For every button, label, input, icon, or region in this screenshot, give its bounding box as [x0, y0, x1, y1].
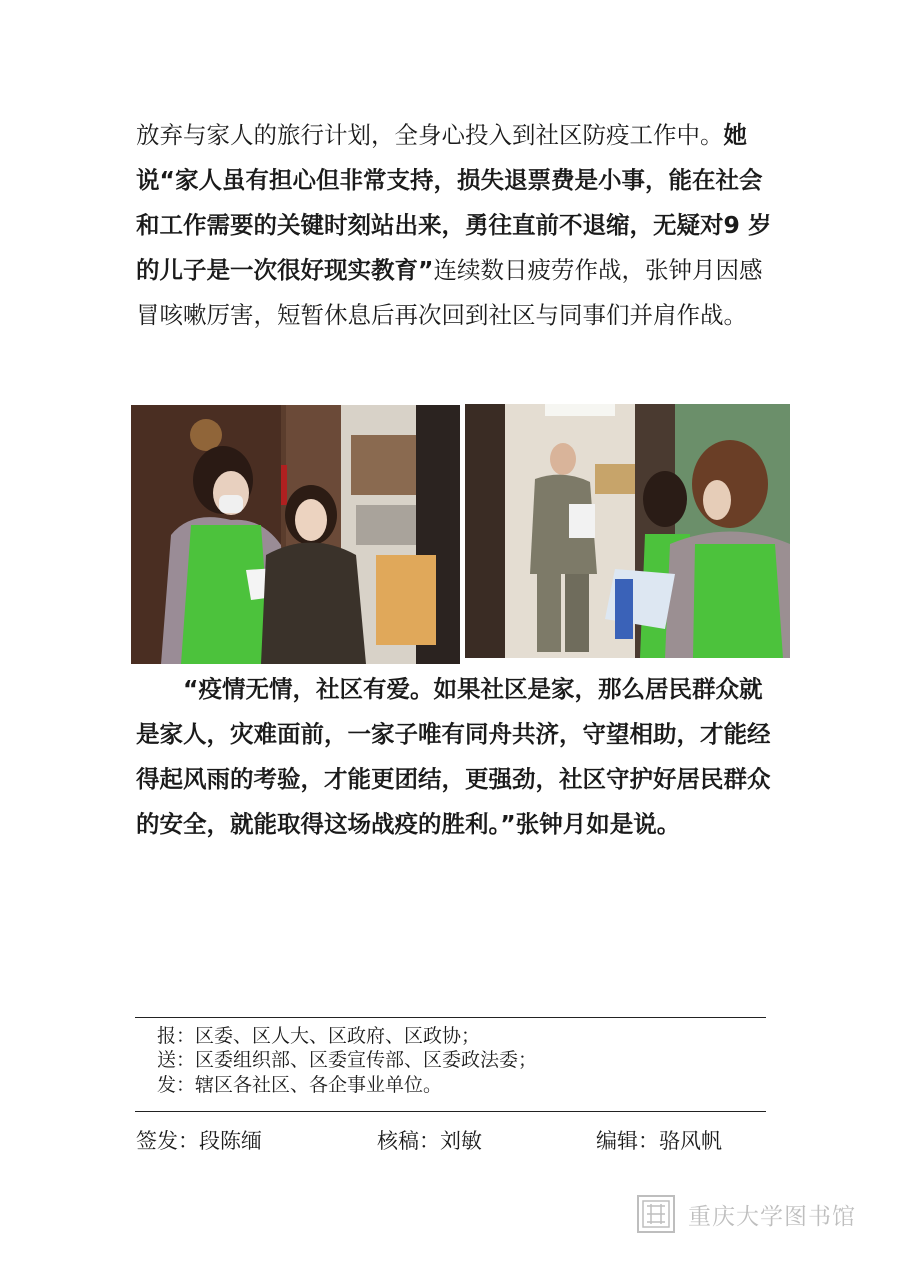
watermark-text: 重庆大学图书馆 — [688, 1203, 856, 1230]
body-paragraph-2: “疫情无情，社区有爱。如果社区是家，那么居民群众就是家人，灾难面前，一家子唯有同舟共济，守望相助，才能经得起风雨的考验，才能更团结，更强劲，社区守护好居民群众的安全，就能取得这场战疫的胜利。”张钟月如是说。 — [136, 675, 771, 838]
body-paragraph-1 — [136, 113, 772, 338]
photo-volunteer-visit-left — [131, 405, 460, 664]
editor-line: 编辑：骆风帆 — [596, 1129, 722, 1153]
library-logo-icon — [636, 1194, 676, 1234]
reviewer-line: 核稿：刘敏 — [377, 1129, 482, 1153]
library-watermark — [636, 1191, 876, 1237]
signer-line: 签发：段陈缅 — [136, 1129, 262, 1153]
divider-bottom — [135, 1111, 766, 1112]
divider-top — [135, 1017, 766, 1018]
photo-volunteer-visit-right — [465, 404, 790, 658]
paragraph-1-text: 放弃与家人的旅行计划，全身心投入到社区防疫工作中。 — [136, 121, 724, 149]
distribution-send: 送：区委组织部、区委宣传部、区委政法委； — [157, 1049, 538, 1071]
paragraph-1-bold-quote: 她说“家人虽有担心但非常支持，损失退票费是小事，能在社会和工作需要的关键时刻站出来，勇往直前不退缩，无疑对9 岁的儿子是一次很好现实教育” — [136, 121, 772, 284]
distribution-issue: 发：辖区各社区、各企事业单位。 — [157, 1074, 443, 1096]
paragraph-1-text-end: 连续数日疲劳作战，张钟月因感冒咳嗽厉害，短暂休息后再次回到社区与同事们并肩作战。 — [136, 256, 763, 329]
distribution-report: 报：区委、区人大、区政府、区政协； — [157, 1025, 481, 1047]
